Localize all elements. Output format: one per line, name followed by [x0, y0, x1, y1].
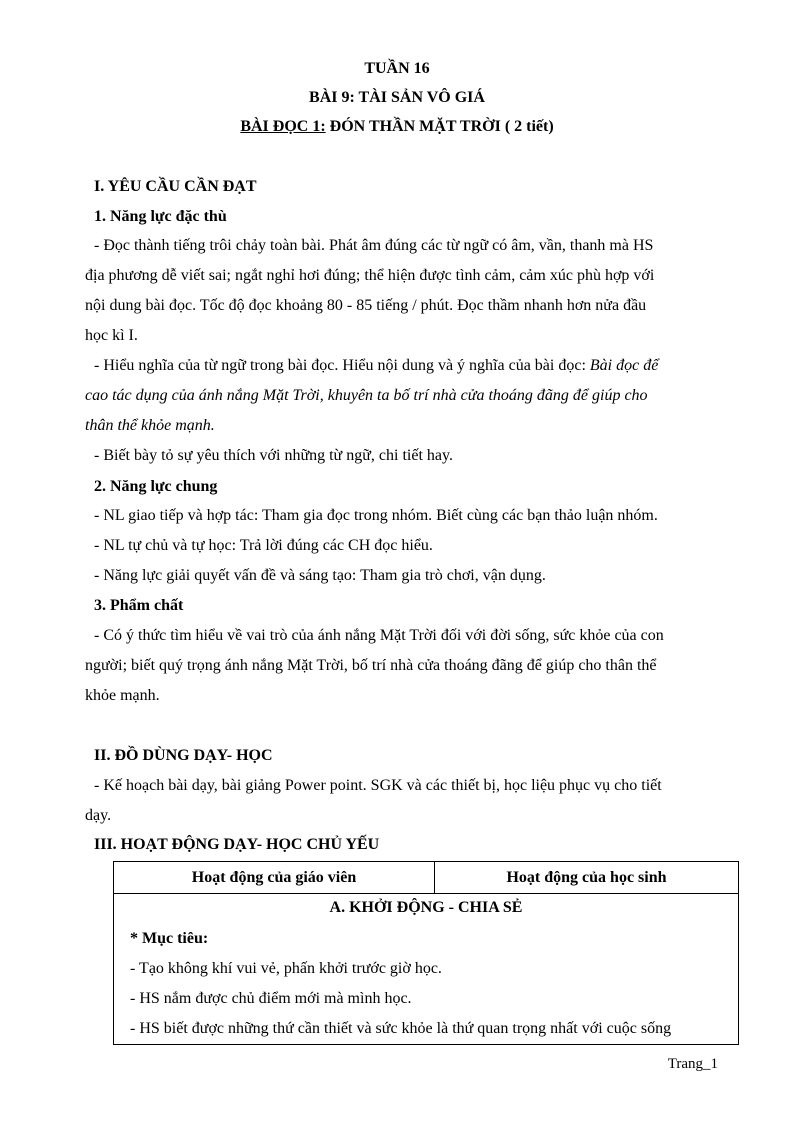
reading-title — [0, 117, 794, 137]
table-cell — [114, 894, 739, 1045]
meaning-text: - Hiểu nghĩa của từ ngữ trong bài đọc. Hiểu nội dung và ý nghĩa của bài đọc: — [94, 357, 590, 374]
week-heading: TUẦN 16 — [364, 60, 430, 77]
reading-name: ĐÓN THẦN MẶT TRỜI ( 2 tiết) — [325, 118, 554, 135]
part-title: A. KHỞI ĐỘNG - CHIA SẺ — [329, 899, 523, 916]
unit-title: BÀI 9: TÀI SẢN VÔ GIÁ — [309, 89, 485, 106]
paragraph-line-italic: cao tác dụng của ánh nắng Mặt Trời, khuyên ta bố trí nhà cửa thoáng đãng để giúp cho — [85, 387, 648, 404]
objective-item: - Tạo không khí vui vẻ, phấn khởi trước giờ học. — [130, 960, 442, 977]
subheading-qualities: 3. Phẩm chất — [94, 597, 184, 614]
column-header-student: Hoạt động của học sinh — [435, 862, 739, 894]
section-1-heading: I. YÊU CẦU CẦN ĐẠT — [94, 178, 257, 195]
subheading-specific-competence: 1. Năng lực đặc thù — [94, 208, 227, 225]
paragraph-line: - Đọc thành tiếng trôi chảy toàn bài. Phát âm đúng các từ ngữ có âm, vần, thanh mà HS — [94, 237, 654, 254]
paragraph-line: dạy. — [85, 807, 112, 824]
objective-item: - HS biết được những thứ cần thiết và sức khỏe là thứ quan trọng nhất với cuộc sống — [130, 1020, 672, 1037]
page-number: Trang_1 — [667, 1056, 718, 1072]
paragraph-line: địa phương dễ viết sai; ngắt nghỉ hơi đúng; thể hiện được tình cảm, cảm xúc phù hợp với — [85, 267, 655, 284]
paragraph-line: người; biết quý trọng ánh nắng Mặt Trời, bố trí nhà cửa thoáng đãng để giúp cho thân thể — [85, 657, 657, 674]
activity-table — [113, 861, 739, 1045]
paragraph-line: học kì I. — [85, 327, 138, 344]
paragraph-line: khỏe mạnh. — [85, 687, 160, 704]
paragraph-line: - Biết bày tỏ sự yêu thích với những từ ngữ, chi tiết hay. — [94, 447, 453, 464]
objective-item: - HS nắm được chủ điểm mới mà mình học. — [130, 990, 412, 1007]
table-row — [114, 894, 739, 1045]
section-2-heading: II. ĐỒ DÙNG DẠY- HỌC — [94, 747, 273, 764]
table-header-row — [114, 862, 739, 894]
paragraph-line: - Có ý thức tìm hiểu về vai trò của ánh nắng Mặt Trời đối với đời sống, sức khỏe của con — [94, 627, 664, 644]
list-item: - NL tự chủ và tự học: Trả lời đúng các CH đọc hiểu. — [94, 537, 433, 554]
objective-label: * Mục tiêu: — [130, 930, 209, 947]
meaning-italic: Bài đọc để — [589, 357, 659, 374]
column-header-teacher: Hoạt động của giáo viên — [114, 862, 435, 894]
paragraph-line: - Kế hoạch bài dạy, bài giảng Power point. SGK và các thiết bị, học liệu phục vụ cho tiết — [94, 777, 662, 794]
list-item: - Năng lực giải quyết vấn đề và sáng tạo: Tham gia trò chơi, vận dụng. — [94, 567, 546, 584]
paragraph-line-italic: thân thể khỏe mạnh. — [85, 417, 215, 434]
section-3-heading: III. HOẠT ĐỘNG DẠY- HỌC CHỦ YẾU — [94, 836, 380, 853]
paragraph-line: nội dung bài đọc. Tốc độ đọc khoảng 80 - 85 tiếng / phút. Đọc thầm nhanh hơn nửa đầu — [85, 297, 647, 314]
paragraph-line — [94, 356, 658, 376]
subheading-general-competence: 2. Năng lực chung — [94, 478, 218, 495]
list-item: - NL giao tiếp và hợp tác: Tham gia đọc trong nhóm. Biết cùng các bạn thảo luận nhóm. — [94, 507, 658, 524]
reading-prefix: BÀI ĐỌC 1: — [240, 118, 326, 135]
